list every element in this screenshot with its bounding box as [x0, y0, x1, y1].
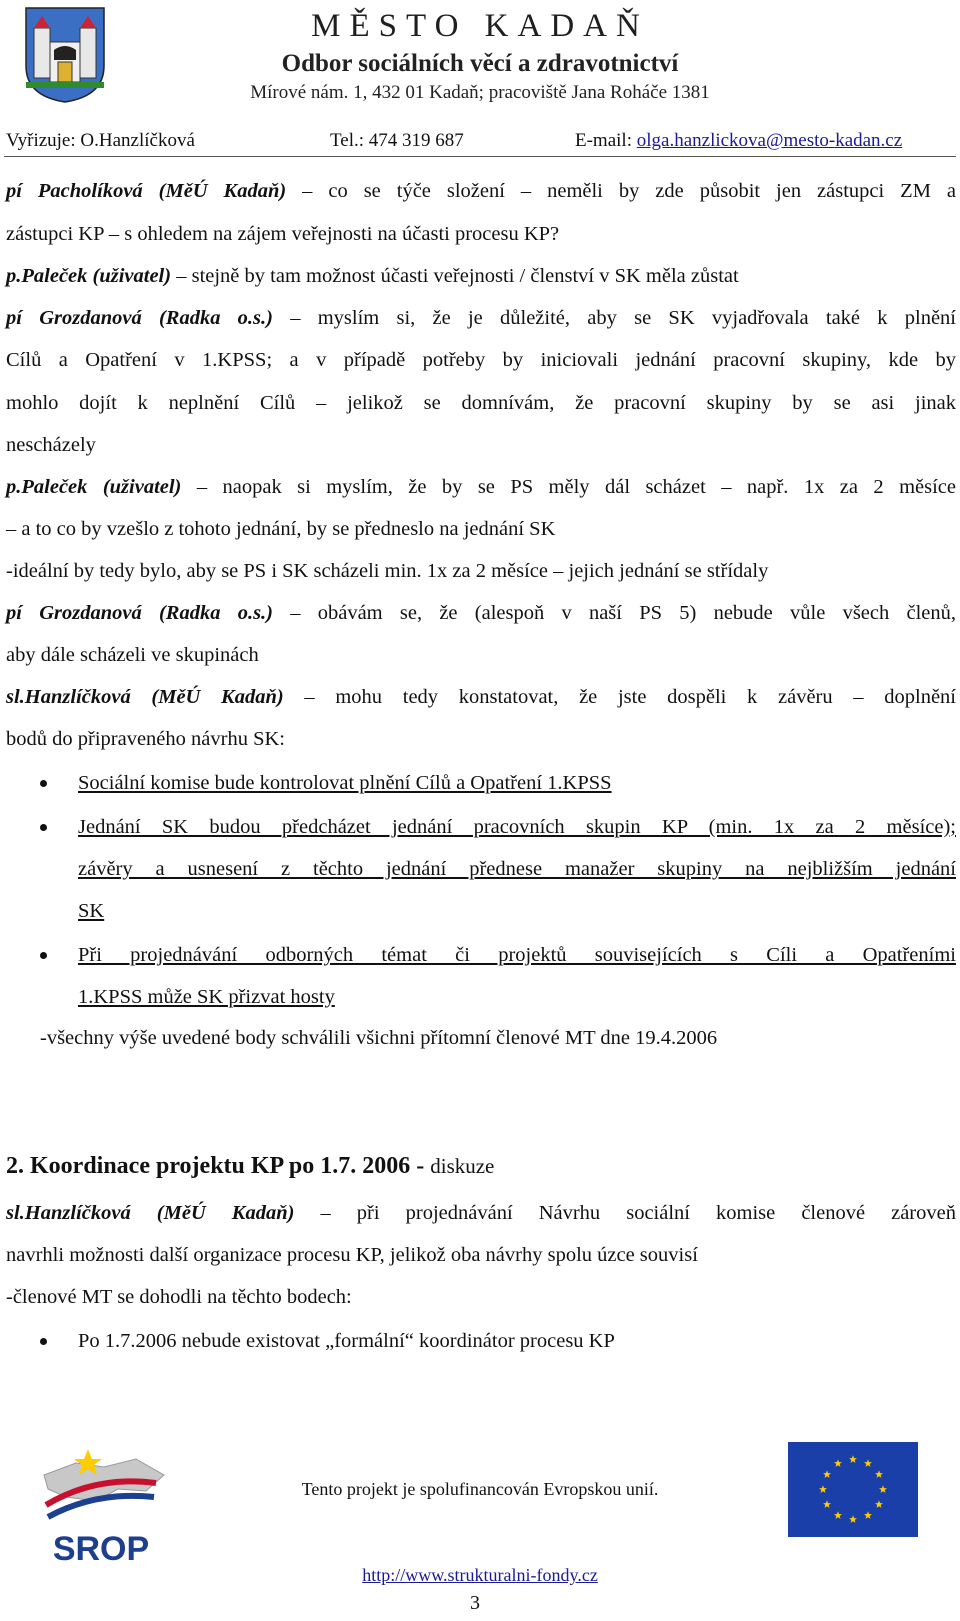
page-number: 3 [470, 1592, 480, 1614]
speech-text: – mohu tedy konstatovat, že jste dospěli k závěru – doplnění [283, 686, 956, 708]
paragraph-line: aby dále scházeli ve skupinách [6, 644, 259, 666]
handler-name: Vyřizuje: O.Hanzlíčková [6, 130, 195, 151]
section-heading-sub: diskuze [430, 1154, 495, 1178]
paragraph-line: Cílů a Opatření v 1.KPSS; a v případě potřeby by iniciovali jednání pracovní skupiny, kde by [6, 349, 956, 371]
paragraph-line [6, 684, 956, 710]
footer-link-line [180, 1565, 780, 1586]
bullet-item: Sociální komise bude kontrolovat plnění Cílů a Opatření 1.KPSS [78, 772, 612, 794]
speaker-name: pí Grozdanová (Radka o.s.) [6, 307, 273, 329]
bullet-item: Při projednávání odborných témat či projektů souvisejících s Cíli a Opatřeními [78, 944, 956, 966]
paragraph-line [6, 600, 956, 626]
speaker-name: pí Pacholíková (MěÚ Kadaň) [6, 180, 287, 202]
bullet-item: Jednání SK budou předcházet jednání pracovních skupin KP (min. 1x za 2 měsíce); [78, 816, 956, 838]
paragraph-line: – a to co by vzešlo z tohoto jednání, by se předneslo na jednání SK [6, 518, 556, 540]
paragraph-line: nescházely [6, 434, 96, 456]
phone-number: Tel.: 474 319 687 [330, 130, 464, 151]
speaker-name: p.Paleček (uživatel) [6, 265, 172, 287]
bullet-dot-icon [40, 952, 47, 959]
paragraph-line: -všechny výše uvedené body schválili všichni přítomní členové MT dne 19.4.2006 [40, 1027, 718, 1049]
bullet-dot-icon [40, 824, 47, 831]
speaker-name: sl.Hanzlíčková (MěÚ Kadaň) [6, 1202, 295, 1224]
paragraph-line: mohlo dojít k neplnění Cílů – jelikož se domnívám, že pracovní skupiny by se asi jinak [6, 392, 956, 414]
bullet-dot-icon [40, 780, 47, 787]
paragraph-line: -členové MT se dohodli na těchto bodech: [6, 1286, 352, 1308]
bullet-item-continuation: 1.KPSS může SK přizvat hosty [78, 986, 335, 1008]
paragraph-line [6, 178, 956, 204]
department-address: Mírové nám. 1, 432 01 Kadaň; pracoviště Jana Roháče 1381 [250, 82, 710, 103]
kadan-coat-of-arms-logo [24, 6, 106, 104]
bullet-item-continuation: SK [78, 900, 105, 922]
speech-text: – stejně by tam možnost účasti veřejnosti / členství v SK měla zůstat [171, 265, 739, 287]
paragraph-line: -ideální by tedy bylo, aby se PS i SK scházeli min. 1x za 2 měsíce – jejich jednání se střídaly [6, 560, 769, 582]
speaker-name: pí Grozdanová (Radka o.s.) [6, 602, 273, 624]
srop-logo-text: SROP [52, 1530, 150, 1568]
paragraph-line [6, 263, 739, 289]
srop-logo [26, 1445, 176, 1575]
speaker-name: sl.Hanzlíčková (MěÚ Kadaň) [6, 686, 284, 708]
speech-text: – myslím si, že je důležité, aby se SK vyjadřovala také k plnění [273, 307, 956, 329]
paragraph-line: bodů do připraveného návrhu SK: [6, 728, 285, 750]
speaker-name: p.Paleček (uživatel) [6, 476, 182, 498]
speech-text: – naopak si myslím, že by se PS měly dál scházet – např. 1x za 2 měsíce [181, 476, 956, 498]
department-name: Odbor sociálních věcí a zdravotnictví [281, 50, 679, 77]
paragraph-line [6, 305, 956, 331]
email-line [575, 130, 902, 152]
paragraph-line [6, 1200, 956, 1226]
speech-text: – obávám se, že (alespoň v naší PS 5) nebude vůle všech členů, [273, 602, 957, 624]
speech-text: – při projednávání Návrhu sociální komise členové zároveň [294, 1202, 956, 1224]
paragraph-line [6, 474, 956, 500]
header-divider [4, 156, 956, 157]
email-label: E-mail: [575, 130, 637, 151]
paragraph-line: zástupci KP – s ohledem na zájem veřejnosti na účasti procesu KP? [6, 223, 560, 245]
city-title: MĚSTO KADAŇ [311, 8, 649, 44]
section-heading-title: 2. Koordinace projektu KP po 1.7. 2006 - [6, 1153, 431, 1179]
structural-funds-link[interactable]: http://www.strukturalni-fondy.cz [362, 1565, 598, 1585]
bullet-dot-icon [40, 1338, 47, 1345]
paragraph-line: navrhli možnosti další organizace procesu KP, jelikož oba návrhy spolu úzce souvisí [6, 1244, 698, 1266]
eu-flag-icon [788, 1442, 918, 1537]
speech-text: – co se týče složení – neměli by zde působit jen zástupci ZM a [286, 180, 956, 202]
section-heading [6, 1153, 494, 1179]
email-link[interactable]: olga.hanzlickova@mesto-kadan.cz [636, 130, 903, 151]
cofinance-note: Tento projekt je spolufinancován Evropskou unií. [301, 1479, 659, 1499]
bullet-item-continuation: závěry a usnesení z těchto jednání přednese manažer skupiny na nejbližším jednání [78, 858, 956, 880]
bullet-item: Po 1.7.2006 nebude existovat „formální“ koordinátor procesu KP [78, 1330, 615, 1352]
